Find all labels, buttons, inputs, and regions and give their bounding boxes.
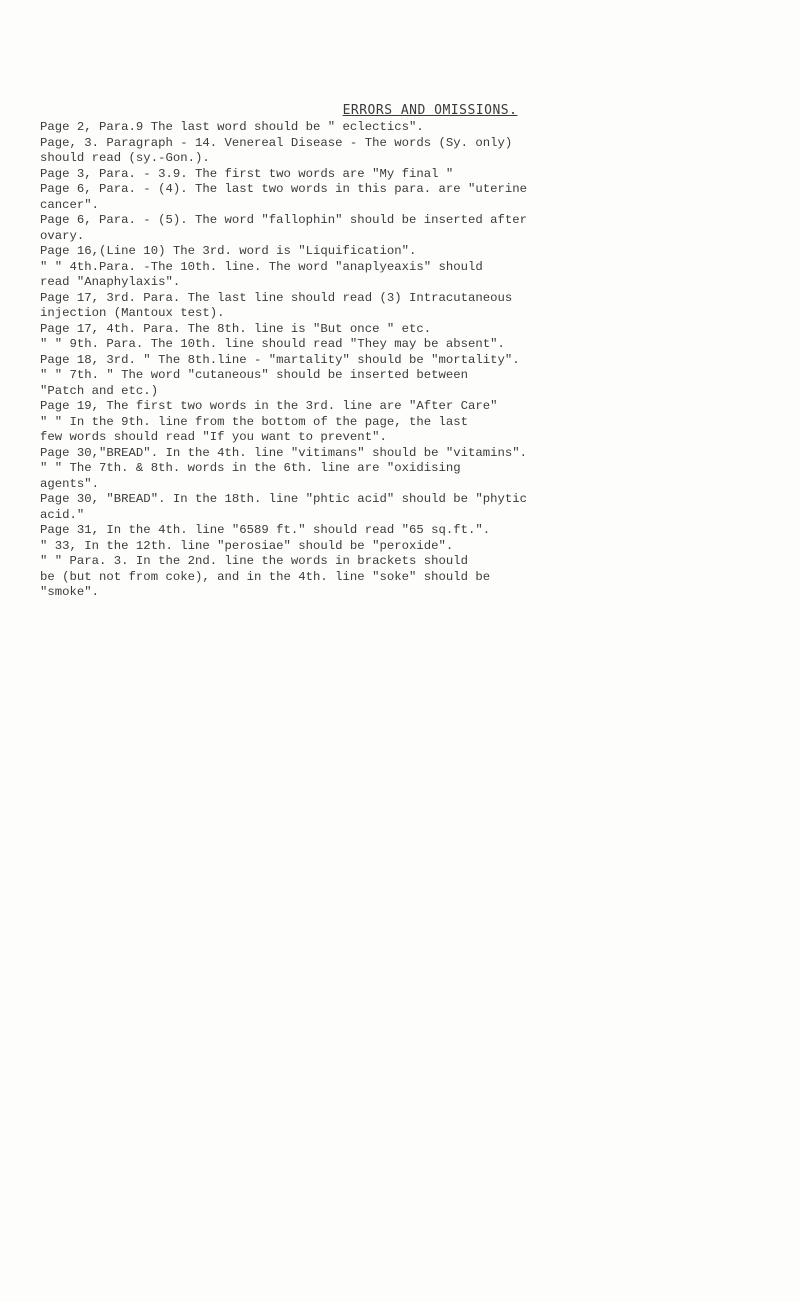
errata-line: " " Para. 3. In the 2nd. line the words in brackets should — [40, 554, 469, 568]
errata-line: " " 7th. " The word "cutaneous" should be inserted between — [40, 368, 469, 382]
errata-line: " " The 7th. & 8th. words in the 6th. line are "oxidising — [40, 461, 461, 475]
errata-line: Page 17, 3rd. Para. The last line should read (3) Intracutaneous — [40, 290, 513, 305]
errata-line: Page 2, Para.9 The last word should be " eclectics". — [40, 120, 424, 134]
errata-line: Page, 3. Paragraph - 14. Venereal Disease - The words (Sy. only) — [40, 135, 513, 150]
errata-line: Page 6, Para. - (5). The word "fallophin" should be inserted after — [40, 213, 528, 227]
errata-line: agents". — [40, 476, 100, 491]
errata-line: "Patch and etc.) — [40, 383, 159, 398]
errata-line: Page 30,"BREAD". In the 4th. line "vitimans" should be "vitamins". — [40, 445, 528, 460]
errata-line: Page 19, The first two words in the 3rd. line are "After Care" — [40, 399, 498, 413]
errata-line: Page 16,(Line 10) The 3rd. word is "Liquification". — [40, 244, 417, 258]
errata-line: " " 4th.Para. -The 10th. line. The word "anaplyeaxis" should — [40, 259, 483, 274]
errata-line: Page 6, Para. - (4). The last two words in this para. are "uterine — [40, 182, 528, 196]
errata-line: acid." — [40, 507, 85, 522]
errata-page — [40, 102, 790, 601]
errata-line: " 33, In the 12th. line "perosiae" should be "peroxide". — [40, 538, 454, 553]
errata-line: should read (sy.-Gon.). — [40, 151, 210, 165]
errata-line: injection (Mantoux test). — [40, 306, 225, 320]
errata-line: Page 31, In the 4th. line "6589 ft." should read "65 sq.ft.". — [40, 523, 491, 537]
errata-line: Page 30, "BREAD". In the 18th. line "phtic acid" should be "phytic — [40, 492, 528, 506]
errata-line: Page 17, 4th. Para. The 8th. line is "But once " etc. — [40, 321, 432, 336]
errata-line: be (but not from coke), and in the 4th. line "soke" should be — [40, 569, 491, 584]
errata-line: cancer". — [40, 197, 100, 212]
page-title: ERRORS AND OMISSIONS. — [342, 103, 518, 118]
errata-line: "smoke". — [40, 585, 100, 599]
errata-line: " " 9th. Para. The 10th. line should read "They may be absent". — [40, 337, 505, 351]
errata-list — [40, 120, 790, 601]
errata-line: few words should read "If you want to prevent". — [40, 430, 387, 444]
errata-line: ovary. — [40, 228, 85, 243]
errata-line: " " In the 9th. line from the bottom of the page, the last — [40, 414, 469, 429]
errata-line: Page 18, 3rd. " The 8th.line - "martality" should be "mortality". — [40, 352, 520, 367]
errata-line: Page 3, Para. - 3.9. The first two words are "My final " — [40, 166, 454, 181]
errata-line: read "Anaphylaxis". — [40, 275, 181, 289]
